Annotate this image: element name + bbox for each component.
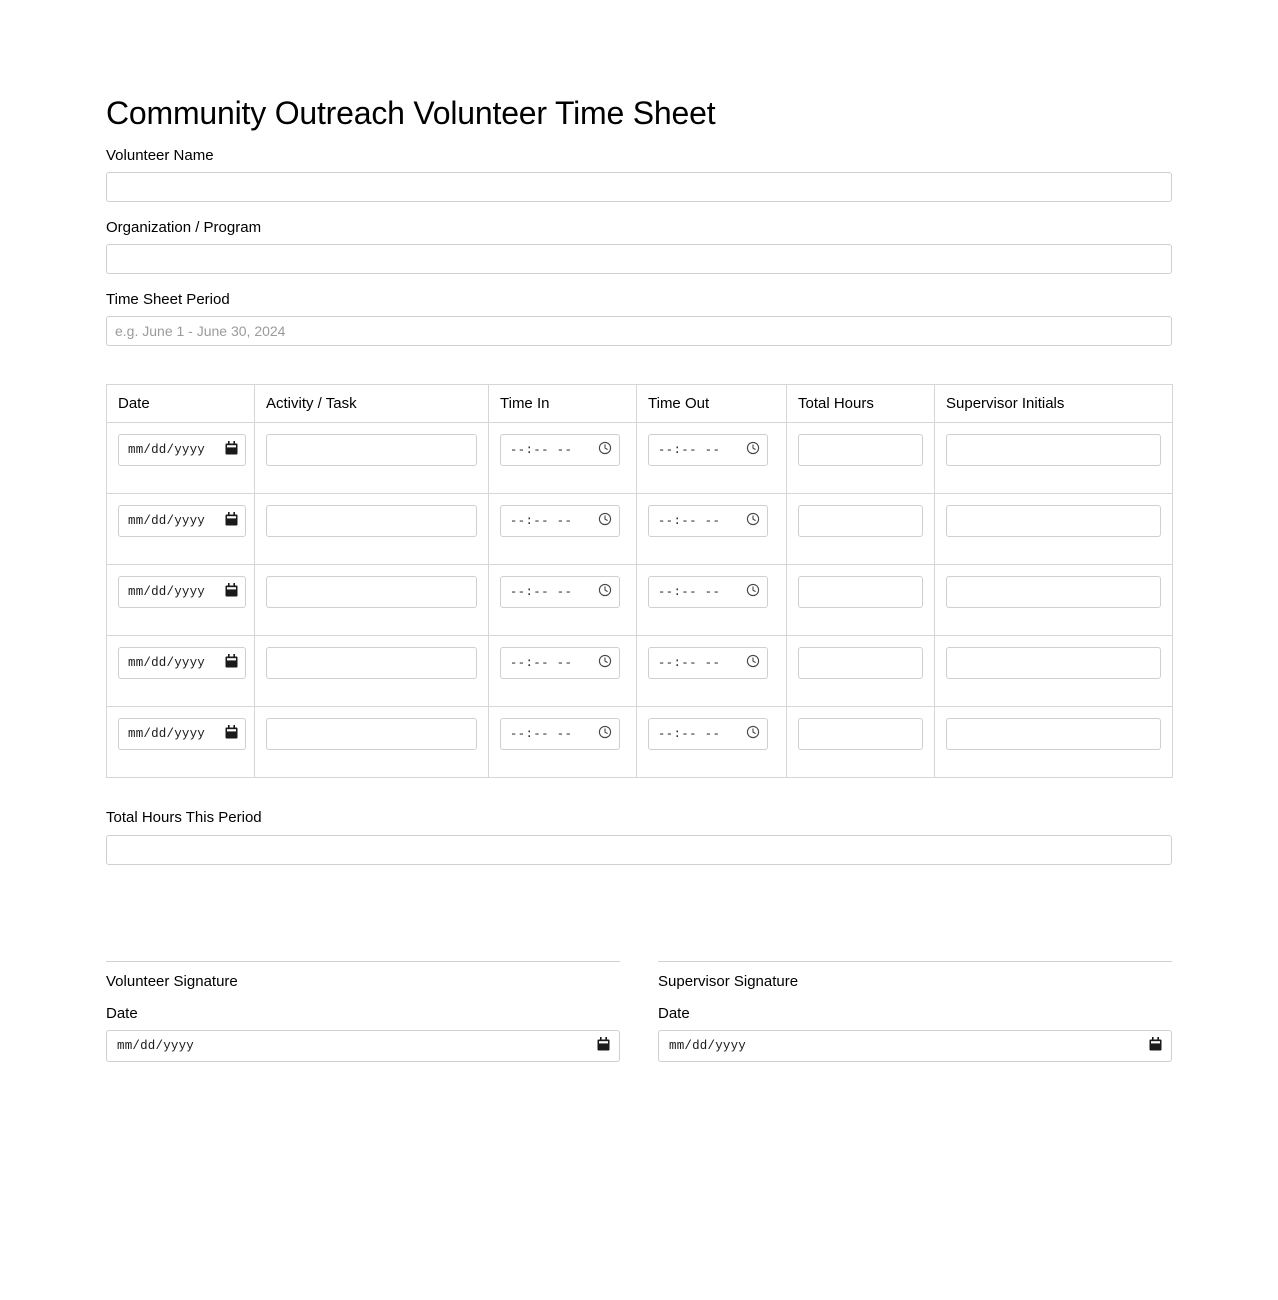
row-supervisor-initials-input[interactable]	[946, 576, 1161, 608]
row-time-out-input[interactable]	[648, 505, 768, 537]
table-body	[107, 423, 1173, 778]
row-time-out-input[interactable]	[648, 647, 768, 679]
volunteer-date-placeholder: mm/dd/yyyy	[117, 1039, 195, 1053]
row-time-in-placeholder: --:-- --	[510, 585, 573, 599]
cell-activity	[255, 565, 489, 636]
row-date-placeholder: mm/dd/yyyy	[128, 656, 206, 670]
field-total-hours-this-period	[106, 808, 1172, 865]
cell-total-hours	[787, 707, 935, 778]
total-hours-label: Total Hours This Period	[106, 809, 262, 826]
cell-time-out	[637, 565, 787, 636]
row-time-out-input[interactable]	[648, 718, 768, 750]
row-time-out-placeholder: --:-- --	[658, 727, 721, 741]
cell-activity	[255, 494, 489, 565]
row-date-input[interactable]	[118, 718, 246, 750]
volunteer-date-input[interactable]	[106, 1030, 620, 1062]
clock-icon[interactable]	[598, 512, 612, 531]
row-activity-input[interactable]	[266, 718, 477, 750]
calendar-icon[interactable]	[225, 441, 238, 460]
calendar-icon[interactable]	[225, 583, 238, 602]
row-time-in-input[interactable]	[500, 576, 620, 608]
clock-icon[interactable]	[598, 441, 612, 460]
field-volunteer-name	[106, 146, 1172, 202]
row-time-in-input[interactable]	[500, 505, 620, 537]
table-row	[107, 636, 1173, 707]
row-date-placeholder: mm/dd/yyyy	[128, 443, 206, 457]
cell-date	[107, 636, 255, 707]
clock-icon[interactable]	[746, 654, 760, 673]
calendar-icon[interactable]	[225, 512, 238, 531]
volunteer-name-label: Volunteer Name	[106, 147, 214, 164]
row-activity-input[interactable]	[266, 576, 477, 608]
row-time-in-placeholder: --:-- --	[510, 514, 573, 528]
calendar-icon[interactable]	[597, 1037, 610, 1056]
column-header-total-hours: Total Hours	[787, 385, 935, 423]
calendar-icon[interactable]	[1149, 1037, 1162, 1056]
table-header	[107, 385, 1173, 423]
row-time-in-placeholder: --:-- --	[510, 443, 573, 457]
row-time-in-input[interactable]	[500, 434, 620, 466]
clock-icon[interactable]	[746, 512, 760, 531]
cell-time-out	[637, 707, 787, 778]
organization-input[interactable]	[106, 244, 1172, 274]
field-organization	[106, 218, 1172, 274]
calendar-icon[interactable]	[225, 654, 238, 673]
clock-icon[interactable]	[598, 654, 612, 673]
page-title: Community Outreach Volunteer Time Sheet	[106, 95, 716, 131]
column-header-time-in: Time In	[489, 385, 637, 423]
supervisor-date-input[interactable]	[658, 1030, 1172, 1062]
row-date-input[interactable]	[118, 647, 246, 679]
row-date-input[interactable]	[118, 505, 246, 537]
row-time-in-placeholder: --:-- --	[510, 656, 573, 670]
cell-total-hours	[787, 494, 935, 565]
supervisor-date-placeholder: mm/dd/yyyy	[669, 1039, 747, 1053]
row-time-in-placeholder: --:-- --	[510, 727, 573, 741]
field-time-sheet-period	[106, 290, 1172, 346]
row-total-hours-input[interactable]	[798, 718, 923, 750]
cell-supervisor-initials	[935, 636, 1173, 707]
cell-time-in	[489, 494, 637, 565]
row-supervisor-initials-input[interactable]	[946, 505, 1161, 537]
column-header-time-out: Time Out	[637, 385, 787, 423]
table-row	[107, 494, 1173, 565]
row-time-out-input[interactable]	[648, 576, 768, 608]
cell-supervisor-initials	[935, 707, 1173, 778]
cell-time-in	[489, 636, 637, 707]
time-entries-table	[106, 384, 1173, 778]
supervisor-date-label: Date	[658, 1005, 690, 1022]
clock-icon[interactable]	[598, 725, 612, 744]
row-supervisor-initials-input[interactable]	[946, 647, 1161, 679]
cell-date	[107, 707, 255, 778]
cell-supervisor-initials	[935, 565, 1173, 636]
time-sheet-form	[106, 94, 1172, 1292]
clock-icon[interactable]	[746, 583, 760, 602]
table-row	[107, 707, 1173, 778]
row-supervisor-initials-input[interactable]	[946, 434, 1161, 466]
row-time-out-placeholder: --:-- --	[658, 656, 721, 670]
volunteer-name-input[interactable]	[106, 172, 1172, 202]
layout-spacer	[106, 362, 1172, 384]
row-total-hours-input[interactable]	[798, 647, 923, 679]
row-total-hours-input[interactable]	[798, 434, 923, 466]
row-time-in-input[interactable]	[500, 718, 620, 750]
cell-supervisor-initials	[935, 423, 1173, 494]
cell-total-hours	[787, 565, 935, 636]
clock-icon[interactable]	[746, 725, 760, 744]
cell-time-out	[637, 636, 787, 707]
row-activity-input[interactable]	[266, 505, 477, 537]
supervisor-signature-label: Supervisor Signature	[658, 973, 799, 990]
row-total-hours-input[interactable]	[798, 505, 923, 537]
column-header-supervisor-initials: Supervisor Initials	[935, 385, 1173, 423]
row-supervisor-initials-input[interactable]	[946, 718, 1161, 750]
row-time-out-input[interactable]	[648, 434, 768, 466]
time-sheet-period-label: Time Sheet Period	[106, 291, 230, 308]
clock-icon[interactable]	[746, 441, 760, 460]
row-date-placeholder: mm/dd/yyyy	[128, 727, 206, 741]
row-activity-input[interactable]	[266, 647, 477, 679]
row-date-placeholder: mm/dd/yyyy	[128, 585, 206, 599]
volunteer-signature-label: Volunteer Signature	[106, 973, 238, 990]
time-sheet-period-input[interactable]	[106, 316, 1172, 346]
cell-activity	[255, 423, 489, 494]
table-header-row	[107, 385, 1173, 423]
volunteer-signature-block	[106, 961, 620, 1062]
organization-label: Organization / Program	[106, 219, 262, 236]
volunteer-date-label: Date	[106, 1005, 138, 1022]
clock-icon[interactable]	[598, 583, 612, 602]
cell-activity	[255, 707, 489, 778]
supervisor-signature-line	[658, 961, 1172, 962]
row-date-placeholder: mm/dd/yyyy	[128, 514, 206, 528]
cell-time-out	[637, 423, 787, 494]
volunteer-signature-line	[106, 961, 620, 962]
cell-time-out	[637, 494, 787, 565]
page-bottom-padding	[106, 1062, 1172, 1292]
cell-time-in	[489, 707, 637, 778]
cell-activity	[255, 636, 489, 707]
table-row	[107, 423, 1173, 494]
row-total-hours-input[interactable]	[798, 576, 923, 608]
column-header-activity: Activity / Task	[255, 385, 489, 423]
calendar-icon[interactable]	[225, 725, 238, 744]
supervisor-signature-block	[658, 961, 1172, 1062]
row-time-out-placeholder: --:-- --	[658, 585, 721, 599]
row-time-out-placeholder: --:-- --	[658, 443, 721, 457]
row-date-input[interactable]	[118, 434, 246, 466]
cell-total-hours	[787, 423, 935, 494]
row-date-input[interactable]	[118, 576, 246, 608]
cell-date	[107, 494, 255, 565]
total-hours-input[interactable]	[106, 835, 1172, 865]
row-activity-input[interactable]	[266, 434, 477, 466]
signature-section	[106, 961, 1172, 1062]
cell-time-in	[489, 423, 637, 494]
cell-total-hours	[787, 636, 935, 707]
row-time-in-input[interactable]	[500, 647, 620, 679]
column-header-date: Date	[107, 385, 255, 423]
table-row	[107, 565, 1173, 636]
row-time-out-placeholder: --:-- --	[658, 514, 721, 528]
cell-time-in	[489, 565, 637, 636]
cell-date	[107, 565, 255, 636]
cell-supervisor-initials	[935, 494, 1173, 565]
cell-date	[107, 423, 255, 494]
signature-spacer	[106, 865, 1172, 961]
